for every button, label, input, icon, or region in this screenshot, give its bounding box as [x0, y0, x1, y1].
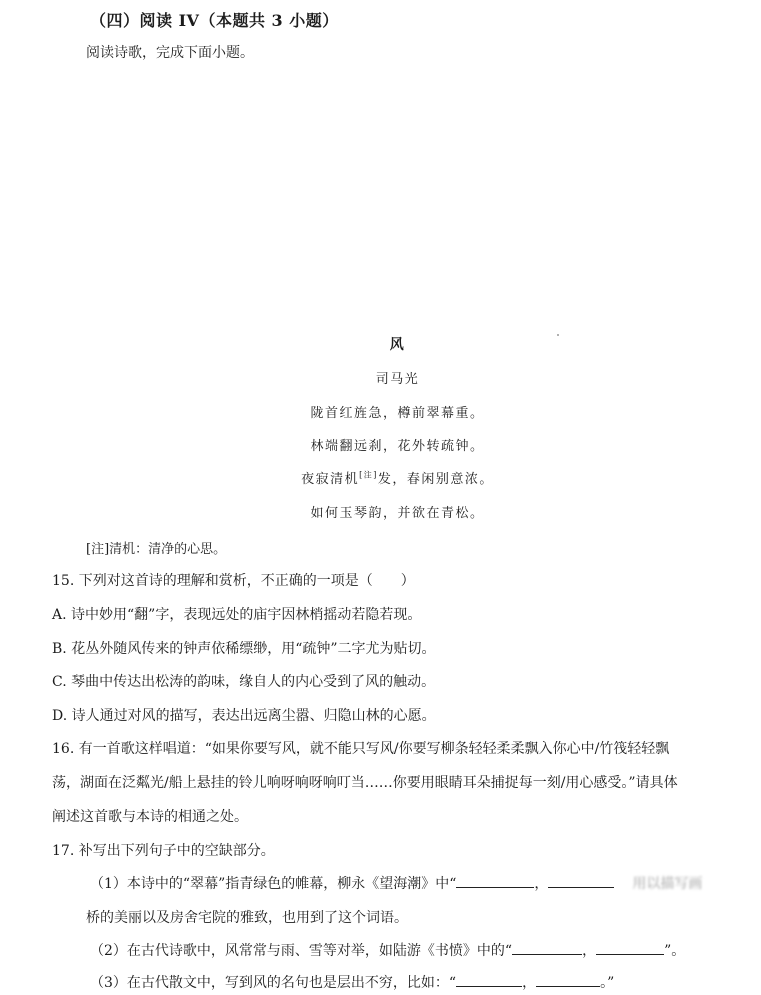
- obscured-text: 用以描写画: [632, 876, 703, 892]
- poem-line-3-part1: 夜寂清机: [301, 472, 360, 487]
- closing-quote: 。”: [600, 975, 615, 991]
- comma: ，: [522, 975, 537, 991]
- question-17-item-3: [90, 972, 614, 992]
- section-title: （四）阅读 IV（本题共 3 小题）: [90, 11, 339, 30]
- option-a: A. 诗中妙用“翻”字，表现远处的庙宇因林梢摇动若隐若现。: [52, 607, 422, 623]
- answer-blank[interactable]: [456, 972, 522, 987]
- comma: ，: [582, 943, 597, 959]
- answer-blank[interactable]: [512, 940, 582, 955]
- question-16-line-3: 阐述这首歌与本诗的相通之处。: [52, 809, 248, 825]
- answer-blank[interactable]: [456, 873, 534, 888]
- poem-line-1: 陇首红旌急，樽前翠幕重。: [310, 406, 485, 421]
- question-15-stem: 15. 下列对这首诗的理解和赏析，不正确的一项是（ ）: [52, 573, 415, 589]
- poem-title: 风: [389, 337, 406, 353]
- comma: ，: [534, 876, 549, 892]
- option-c: C. 琴曲中传达出松涛的韵味，缘自人的内心受到了风的触动。: [52, 674, 436, 690]
- poem-line-3-part2: 发，春闲别意浓。: [377, 472, 494, 487]
- item-2-text: （2）在古代诗歌中，风常常与雨、雪等对举，如陆游《书愤》中的“: [90, 943, 513, 959]
- answer-blank[interactable]: [536, 972, 600, 987]
- option-b: B. 花丛外随风传来的钟声依稀缥缈，用“疏钟”二字尤为贴切。: [52, 641, 436, 657]
- item-1-text: （1）本诗中的“翠幕”指青绿色的帷幕，柳永《望海潮》中“: [90, 876, 457, 892]
- poem-line-2: 林端翻远刹，花外转疏钟。: [310, 439, 485, 454]
- question-16-line-2: 荡，湖面在泛粼光/船上悬挂的铃儿响呀响呀响叮当……你要用眼睛耳朵捕捉每一刻/用心感受。”请具体: [52, 775, 678, 791]
- footnote: [注]清机：清净的心思。: [86, 542, 227, 557]
- answer-blank[interactable]: [596, 940, 664, 955]
- poem-line-4: 如何玉琴韵，并欲在青松。: [310, 506, 485, 521]
- question-17-item-2: [90, 940, 685, 960]
- footnote-mark: [注]: [359, 470, 378, 480]
- question-17-item-1: [90, 873, 702, 893]
- option-d: D. 诗人通过对风的描写，表达出远离尘嚣、归隐山林的心愿。: [52, 708, 436, 724]
- poem-line-3: [0, 468, 761, 487]
- answer-blank[interactable]: [548, 873, 614, 888]
- question-17-item-1-cont: 桥的美丽以及房舍宅院的雅致，也用到了这个词语。: [86, 910, 408, 926]
- item-3-text: （3）在古代散文中，写到风的名句也是层出不穷，比如：“: [90, 975, 457, 991]
- closing-quote: ”。: [664, 943, 686, 959]
- question-16-line-1: 16. 有一首歌这样唱道：“如果你要写风，就不能只写风/你要写柳条轻轻柔柔飘入你心中/竹筏轻轻飘: [52, 741, 670, 757]
- reading-instruction: 阅读诗歌，完成下面小题。: [86, 45, 254, 61]
- poem-author: 司马光: [375, 372, 420, 387]
- question-17-stem: 17. 补写出下列句子中的空缺部分。: [52, 843, 275, 859]
